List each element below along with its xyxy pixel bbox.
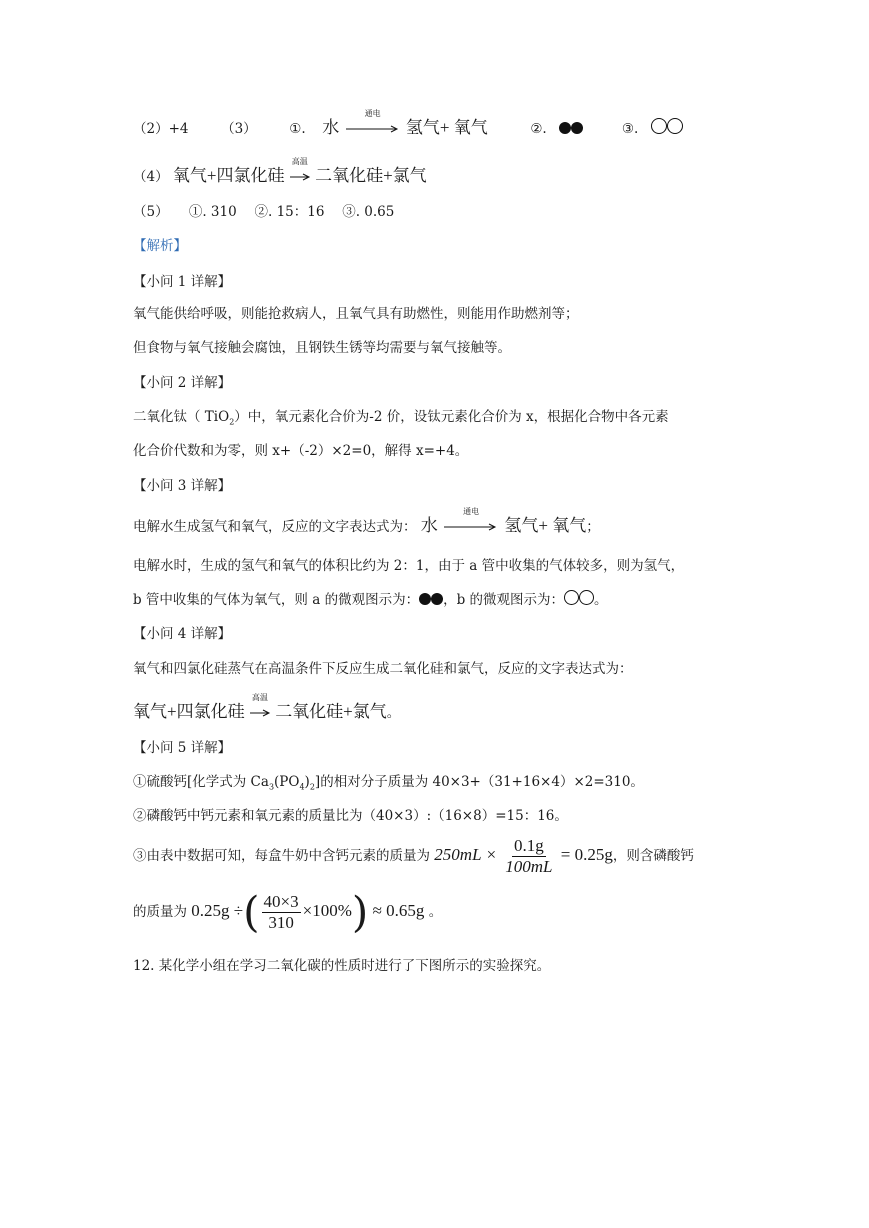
text-run: ③由表中数据可知，每盒牛奶中含钙元素的质量为 xyxy=(133,848,430,864)
arrow-label: 通电 xyxy=(364,108,381,118)
fraction-numerator: 0.1g xyxy=(513,836,544,855)
subscript: 2 xyxy=(309,782,315,792)
text-run: ]的相对分子质量为 40×3+（31+16×4）×2=310。 xyxy=(314,774,644,790)
fraction xyxy=(503,836,554,877)
fraction-denominator: 310 xyxy=(268,913,294,932)
subscript: 3 xyxy=(268,782,275,792)
heat-arrow xyxy=(249,692,271,724)
text-run: ，b 的微观图示为： xyxy=(443,592,565,608)
arrow-label: 通电 xyxy=(463,506,480,516)
q4-products: 二氧化硅+氯气 xyxy=(275,702,387,721)
text-run: 电解水生成氢气和氧气，反应的文字表达式为： xyxy=(133,519,417,535)
text-run: ) xyxy=(304,774,310,790)
hollow-circle-icon xyxy=(564,590,579,605)
q3-part-2: ②. xyxy=(530,121,547,137)
section-3-para-1 xyxy=(133,506,600,538)
text-run: 。 xyxy=(428,904,443,920)
text-run: ，则含磷酸钙 xyxy=(612,848,694,864)
hollow-circle-icon xyxy=(651,118,667,134)
subscript: 4 xyxy=(299,782,305,792)
arrow-icon xyxy=(249,708,271,718)
section-5-heading: 【小问 5 详解】 xyxy=(133,740,232,756)
q3-label: （3） xyxy=(221,121,257,137)
section-4-equation xyxy=(133,692,401,724)
electrolysis-arrow xyxy=(442,506,500,538)
section-5-para-1 xyxy=(133,772,644,798)
section-1-para-2: 但食物与氧气接触会腐蚀，且钢铁生锈等均需要与氧气接触等。 xyxy=(133,340,511,356)
text-run: 二氧化钛（ TiO xyxy=(133,409,230,425)
q2-answer: （2）+4 xyxy=(133,121,189,137)
math-run: = 0.25g xyxy=(560,845,613,864)
text-run: ； xyxy=(586,519,600,535)
subscript: 2 xyxy=(229,417,235,427)
water-text: 水 xyxy=(322,118,340,137)
electrolysis-arrow xyxy=(344,108,402,140)
filled-circle-icon xyxy=(419,593,431,605)
text-run: 。 xyxy=(594,592,608,608)
q4-products: 二氧化硅+氯气 xyxy=(315,166,427,185)
hollow-circle-icon xyxy=(579,590,594,605)
heat-arrow xyxy=(289,156,311,188)
q4-reactants: 氧气+四氯化硅 xyxy=(133,702,245,721)
arrow-icon xyxy=(344,124,402,134)
section-1-heading: 【小问 1 详解】 xyxy=(133,274,232,290)
q3-part-1: ①. xyxy=(289,121,306,137)
arrow-icon xyxy=(442,522,500,532)
section-3-heading: 【小问 3 详解】 xyxy=(133,478,232,494)
section-5-para-2: ②磷酸钙中钙元素和氧元素的质量比为（40×3）:（16×8）=15：16。 xyxy=(133,808,568,824)
text-run: 的质量为 xyxy=(133,904,187,920)
filled-circle-icon xyxy=(571,122,583,134)
math-run: ≈ 0.65g xyxy=(372,901,425,920)
fraction xyxy=(262,892,301,933)
right-paren: ) xyxy=(351,887,369,937)
section-4-heading: 【小问 4 详解】 xyxy=(133,626,232,642)
question-12: 12. 某化学小组在学习二氧化碳的性质时进行了下图所示的实验探究。 xyxy=(133,958,551,974)
section-2-heading: 【小问 2 详解】 xyxy=(133,375,232,391)
water-text: 水 xyxy=(420,516,438,535)
hollow-circle-icon xyxy=(667,118,683,134)
text-run: b 管中收集的气体为氧气，则 a 的微观图示为： xyxy=(133,592,420,608)
q4-reactants: 氧气+四氯化硅 xyxy=(172,166,285,185)
arrow-label: 高温 xyxy=(251,692,268,702)
section-3-para-3 xyxy=(133,590,608,610)
products-text: 氢气+ 氧气 xyxy=(405,118,488,137)
answer-line-4 xyxy=(133,156,427,188)
filled-circle-icon xyxy=(559,122,571,134)
section-1-para-1: 氧气能供给呼吸，则能抢救病人，且氧气具有助燃性，则能用作助燃剂等； xyxy=(133,306,579,322)
section-2-para-2: 化合价代数和为零，则 x+（-2）×2=0，解得 x=+4。 xyxy=(133,443,469,459)
section-4-para-1: 氧气和四氯化硅蒸气在高温条件下反应生成二氧化硅和氯气，反应的文字表达式为： xyxy=(133,661,633,677)
section-3-para-2: 电解水时，生成的氢气和氧气的体积比约为 2：1，由于 a 管中收集的气体较多，则为氢气， xyxy=(133,558,685,574)
text-run: (PO xyxy=(274,774,300,790)
answer-line-2-3 xyxy=(133,108,683,140)
section-2-para-1 xyxy=(133,407,669,433)
products-text: 氢气+ 氧气 xyxy=(504,516,587,535)
analysis-title: 【解析】 xyxy=(133,238,187,254)
section-5-para-3 xyxy=(133,834,694,877)
answer-line-5: （5） ①. 310 ②. 15：16 ③. 0.65 xyxy=(133,204,395,220)
math-run: 0.25g ÷ xyxy=(191,901,244,920)
text-run: 。 xyxy=(386,705,401,721)
left-paren: ( xyxy=(243,887,260,937)
text-run: ①硫酸钙[化学式为 Ca xyxy=(133,774,269,790)
arrow-label: 高温 xyxy=(291,156,308,166)
section-5-para-4 xyxy=(133,888,442,935)
text-run: ）中，氧元素化合价为-2 价，设钛元素化合价为 x，根据化合物中各元素 xyxy=(234,409,669,425)
math-run: ×100% xyxy=(302,901,352,920)
math-run: 250mL × xyxy=(434,845,497,864)
q3-part-3: ③. xyxy=(621,121,639,137)
fraction-numerator: 40×3 xyxy=(263,892,299,911)
arrow-icon xyxy=(289,172,311,182)
q4-label: （4） xyxy=(133,169,169,185)
filled-circle-icon xyxy=(431,593,443,605)
fraction-denominator: 100mL xyxy=(505,857,553,876)
